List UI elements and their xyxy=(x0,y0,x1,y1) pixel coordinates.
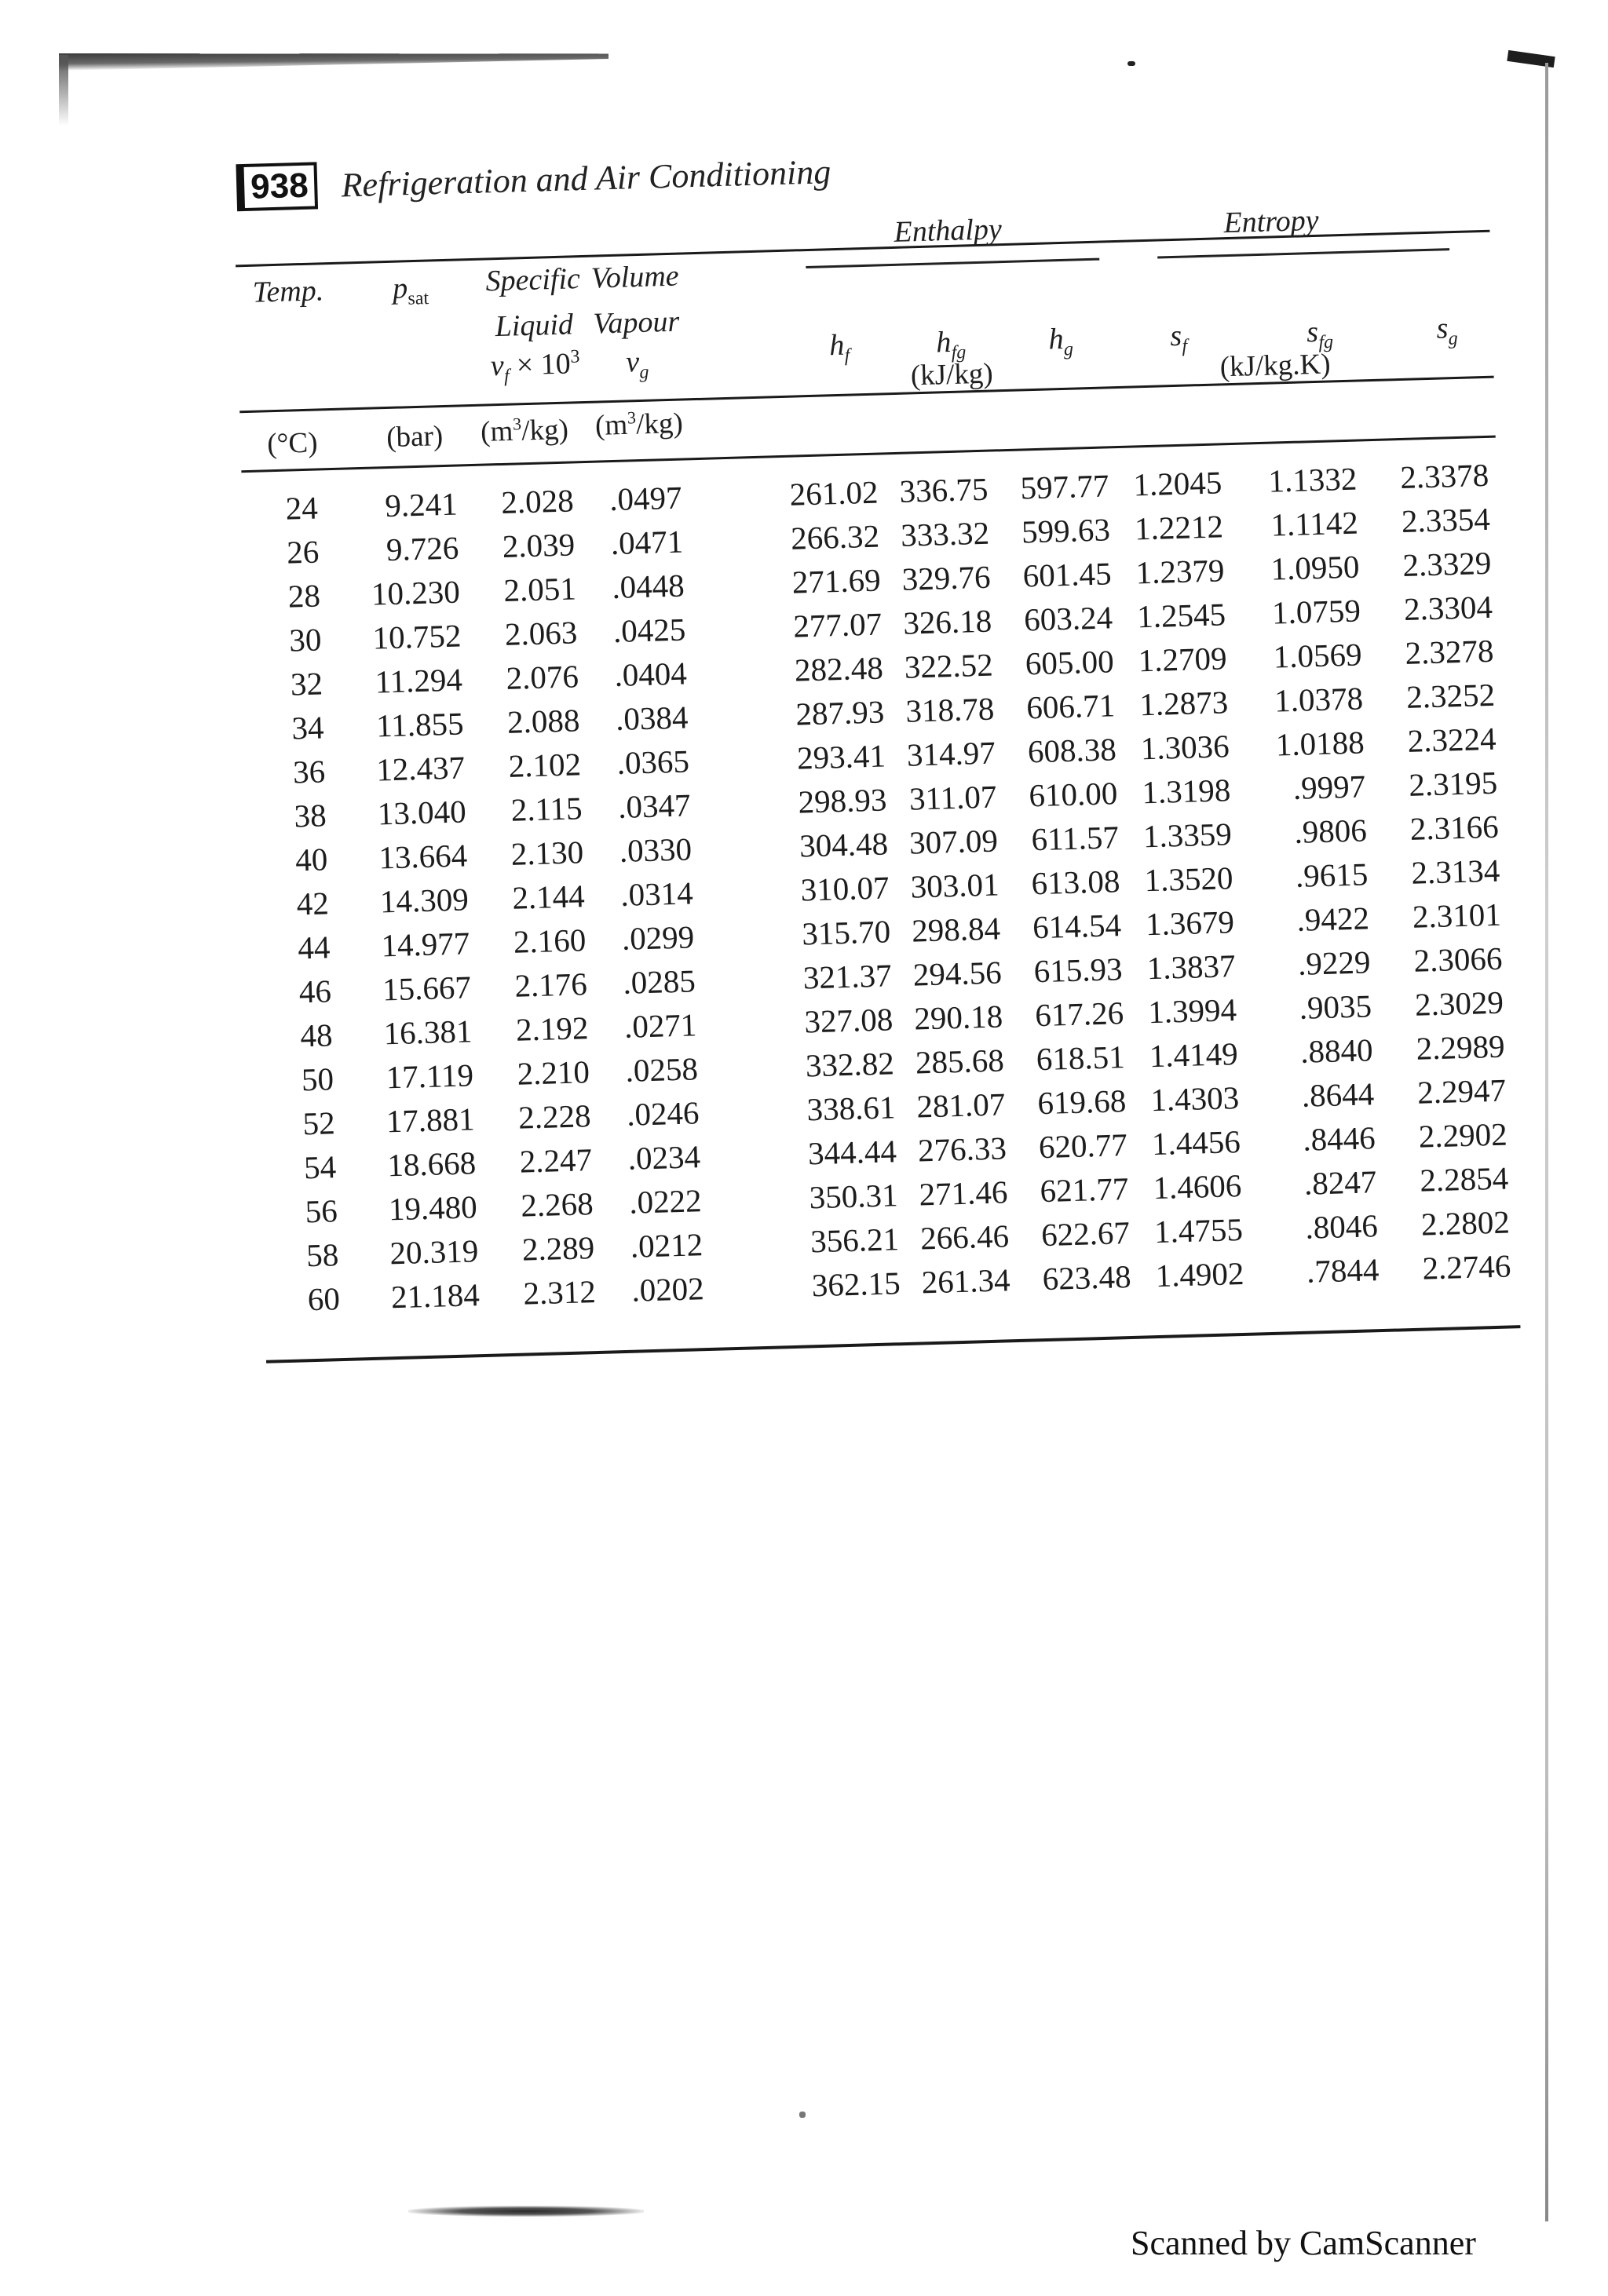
cell-hf: 266.32 xyxy=(790,517,880,557)
col-header-hf: $h_f$ xyxy=(828,328,850,367)
col-header-sfg: $s_{fg}$ xyxy=(1306,315,1334,353)
cell-vg: .0347 xyxy=(617,787,692,825)
cell-sf: 1.2379 xyxy=(1135,552,1226,591)
cell-hg: 618.51 xyxy=(1036,1038,1126,1078)
cell-sfg: .9615 xyxy=(1295,856,1369,894)
cell-hfg: 333.32 xyxy=(900,514,990,553)
cell-hf: 298.93 xyxy=(798,781,887,820)
cell-sg: 2.3378 xyxy=(1399,456,1489,496)
cell-vg: .0212 xyxy=(630,1226,704,1265)
cell-t: 48 xyxy=(299,1017,334,1054)
col-header-vapour: Vapour xyxy=(592,305,680,341)
cell-hg: 606.71 xyxy=(1025,687,1116,726)
cell-sfg: 1.0378 xyxy=(1274,680,1364,719)
cell-hfg: 314.97 xyxy=(906,734,996,773)
cell-p: 9.726 xyxy=(386,529,459,568)
cell-vg: .0246 xyxy=(626,1094,700,1133)
cell-hf: 327.08 xyxy=(803,1001,894,1040)
cell-vg: .0285 xyxy=(622,962,696,1001)
cell-sfg: .8446 xyxy=(1302,1119,1376,1158)
cell-t: 34 xyxy=(291,709,325,746)
cell-vg: .0471 xyxy=(610,523,684,562)
group-header-enthalpy: Enthalpy xyxy=(893,213,1003,249)
cell-sf: 1.2709 xyxy=(1138,640,1228,679)
cell-t: 52 xyxy=(302,1104,336,1142)
entropy-underline xyxy=(1157,248,1449,258)
cell-sg: 2.3252 xyxy=(1405,676,1496,715)
enthalpy-underline xyxy=(806,258,1099,268)
cell-sf: 1.2873 xyxy=(1138,684,1229,723)
cell-hfg: 336.75 xyxy=(899,470,989,509)
cell-hg: 613.08 xyxy=(1031,863,1121,902)
page-header xyxy=(236,148,831,211)
cell-sg: 2.3224 xyxy=(1407,720,1497,759)
cell-hf: 362.15 xyxy=(811,1265,901,1304)
group-header-entropy: Entropy xyxy=(1222,203,1320,240)
cell-sf: 1.3520 xyxy=(1143,860,1233,899)
cell-sfg: 1.1332 xyxy=(1267,460,1358,499)
col-header-liquid-symbol: $v_f \times 10^3$ xyxy=(490,346,580,387)
cell-p: 21.184 xyxy=(390,1276,481,1316)
cell-hf: 277.07 xyxy=(792,605,883,644)
cell-hfg: 326.18 xyxy=(902,602,992,641)
cell-t: 60 xyxy=(307,1280,341,1318)
cell-vf: 2.228 xyxy=(517,1097,592,1136)
cell-hfg: 298.84 xyxy=(911,910,1001,949)
cell-p: 13.664 xyxy=(378,837,468,876)
page-number: 938 xyxy=(236,162,318,211)
cell-t: 50 xyxy=(301,1060,334,1098)
cell-sfg: 1.0950 xyxy=(1270,548,1360,587)
cell-vg: .0365 xyxy=(616,743,690,782)
cell-p: 14.309 xyxy=(379,881,470,920)
cell-vg: .0448 xyxy=(611,567,685,606)
cell-hg: 603.24 xyxy=(1023,599,1113,638)
cell-sfg: .9035 xyxy=(1299,987,1372,1026)
cell-vg: .0425 xyxy=(612,611,686,650)
cell-vg: .0384 xyxy=(615,699,689,738)
cell-vf: 2.312 xyxy=(522,1273,597,1312)
cell-hg: 610.00 xyxy=(1028,775,1118,814)
cell-hg: 621.77 xyxy=(1039,1170,1129,1210)
cell-sfg: .9806 xyxy=(1293,812,1368,850)
cell-p: 10.230 xyxy=(371,573,461,612)
table-body xyxy=(242,453,1511,1318)
cell-sg: 2.3166 xyxy=(1409,808,1500,847)
cell-sfg: 1.0188 xyxy=(1275,724,1365,763)
cell-sf: 1.3679 xyxy=(1145,903,1235,943)
col-header-liquid: Liquid xyxy=(495,308,574,344)
cell-vf: 2.160 xyxy=(513,922,587,960)
cell-p: 13.040 xyxy=(377,793,467,832)
cell-t: 38 xyxy=(294,797,327,834)
col-header-specific: Specific xyxy=(485,262,581,298)
cell-vf: 2.176 xyxy=(513,965,588,1004)
cell-sg: 2.2947 xyxy=(1416,1071,1507,1111)
cell-hf: 261.02 xyxy=(789,473,879,513)
cell-sfg: .8840 xyxy=(1299,1031,1374,1070)
cell-hfg: 266.46 xyxy=(919,1217,1010,1257)
cell-hf: 356.21 xyxy=(809,1221,900,1260)
cell-sg: 2.3278 xyxy=(1405,632,1495,671)
cell-t: 44 xyxy=(297,929,331,966)
cell-hfg: 285.68 xyxy=(915,1042,1005,1081)
cell-t: 56 xyxy=(305,1192,338,1230)
cell-vf: 2.051 xyxy=(502,570,577,608)
cell-sfg: .8644 xyxy=(1301,1075,1375,1114)
unit-vapour-volume: $(m^3/kg)$ xyxy=(594,407,684,442)
cell-sf: 1.4456 xyxy=(1151,1123,1241,1163)
cell-p: 17.119 xyxy=(386,1057,474,1096)
cell-hfg: 281.07 xyxy=(915,1086,1006,1125)
col-header-psat: $p_{sat}$ xyxy=(392,272,429,309)
cell-sfg: 1.0569 xyxy=(1273,636,1363,675)
cell-sf: 1.3837 xyxy=(1146,947,1237,987)
cell-sg: 2.2746 xyxy=(1421,1247,1511,1287)
saturation-property-table xyxy=(235,202,1511,1318)
cell-hfg: 322.52 xyxy=(904,646,994,685)
cell-hg: 615.93 xyxy=(1033,951,1124,990)
cell-sf: 1.4755 xyxy=(1153,1210,1244,1250)
unit-psat: (bar) xyxy=(386,420,444,454)
unit-temp: (°C) xyxy=(266,426,319,461)
cell-vf: 2.115 xyxy=(510,790,583,828)
cell-vg: .0222 xyxy=(628,1182,703,1221)
cell-vf: 2.130 xyxy=(510,834,584,872)
cell-sg: 2.2989 xyxy=(1416,1028,1506,1067)
cell-sfg: .9422 xyxy=(1296,900,1370,938)
cell-vg: .0271 xyxy=(623,1006,697,1045)
cell-hf: 287.93 xyxy=(795,693,885,732)
cell-sfg: .9997 xyxy=(1292,768,1366,806)
table-bottom-rule xyxy=(266,1325,1520,1363)
unit-liquid-volume: $(m^3/kg)$ xyxy=(480,413,569,449)
cell-sf: 1.4149 xyxy=(1149,1035,1239,1075)
cell-p: 19.480 xyxy=(388,1188,478,1228)
cell-hfg: 261.34 xyxy=(921,1261,1011,1301)
cell-p: 9.241 xyxy=(384,485,459,524)
cell-t: 58 xyxy=(305,1236,339,1274)
cell-sg: 2.3354 xyxy=(1401,500,1491,539)
cell-vg: .0497 xyxy=(608,479,683,518)
cell-vf: 2.076 xyxy=(505,658,579,696)
cell-sg: 2.3066 xyxy=(1412,940,1503,979)
cell-sg: 2.3134 xyxy=(1410,852,1500,891)
cell-vf: 2.247 xyxy=(519,1141,593,1180)
cell-vf: 2.268 xyxy=(520,1185,594,1224)
cell-sf: 1.3036 xyxy=(1140,728,1230,767)
cell-sfg: .8247 xyxy=(1303,1163,1377,1202)
cell-t: 46 xyxy=(298,973,332,1010)
cell-vf: 2.063 xyxy=(504,614,578,652)
cell-hg: 617.26 xyxy=(1034,995,1124,1034)
cell-sg: 2.2902 xyxy=(1418,1115,1508,1155)
cell-vf: 2.039 xyxy=(502,526,576,564)
cell-sf: 1.3994 xyxy=(1147,991,1237,1031)
cell-t: 30 xyxy=(288,621,323,659)
cell-vg: .0234 xyxy=(627,1138,701,1177)
cell-p: 18.668 xyxy=(386,1144,477,1184)
cell-t: 32 xyxy=(290,665,323,703)
cell-hg: 619.68 xyxy=(1036,1082,1127,1122)
cell-vg: .0202 xyxy=(630,1270,705,1309)
cell-vg: .0330 xyxy=(619,830,693,869)
cell-sf: 1.2212 xyxy=(1134,508,1224,547)
cell-sg: 2.3101 xyxy=(1412,896,1502,935)
cell-hf: 310.07 xyxy=(800,869,890,908)
cell-sg: 2.3029 xyxy=(1414,984,1504,1023)
cell-hf: 338.61 xyxy=(806,1089,896,1128)
cell-vf: 2.289 xyxy=(521,1229,595,1268)
cell-hf: 271.69 xyxy=(791,561,882,600)
cell-hg: 622.67 xyxy=(1040,1214,1131,1254)
cell-p: 12.437 xyxy=(375,749,466,788)
cell-t: 36 xyxy=(292,753,326,790)
cell-sg: 2.2854 xyxy=(1419,1159,1509,1199)
col-header-volume: Volume xyxy=(590,259,680,295)
cell-p: 10.752 xyxy=(371,617,462,656)
cell-vf: 2.210 xyxy=(517,1053,590,1092)
cell-hg: 614.54 xyxy=(1032,907,1122,946)
cell-sfg: 1.0759 xyxy=(1271,592,1361,631)
cell-sf: 1.4303 xyxy=(1149,1079,1240,1119)
cell-hg: 599.63 xyxy=(1021,511,1111,550)
cell-vf: 2.028 xyxy=(500,482,575,520)
cell-p: 15.667 xyxy=(382,969,472,1008)
cell-hf: 282.48 xyxy=(794,649,884,688)
cell-hf: 350.31 xyxy=(809,1177,899,1216)
cell-vf: 2.088 xyxy=(506,702,581,740)
cell-hg: 611.57 xyxy=(1030,819,1120,858)
cell-hfg: 294.56 xyxy=(912,954,1003,993)
col-header-hg: $h_g$ xyxy=(1047,322,1074,360)
cell-p: 17.881 xyxy=(386,1101,476,1140)
cell-hf: 332.82 xyxy=(805,1045,895,1084)
cell-hg: 608.38 xyxy=(1027,731,1117,770)
cell-hfg: 318.78 xyxy=(904,690,995,729)
cell-hfg: 329.76 xyxy=(901,558,992,597)
cell-sfg: .9229 xyxy=(1297,944,1372,982)
cell-t: 26 xyxy=(286,533,320,571)
cell-sf: 1.3359 xyxy=(1142,816,1233,855)
cell-vg: .0299 xyxy=(621,918,695,957)
cell-hfg: 290.18 xyxy=(913,998,1003,1037)
cell-sf: 1.4606 xyxy=(1152,1167,1242,1206)
cell-sg: 2.3195 xyxy=(1408,764,1498,803)
cell-p: 11.855 xyxy=(375,705,465,744)
cell-hf: 321.37 xyxy=(802,957,893,996)
cell-hfg: 271.46 xyxy=(919,1174,1009,1213)
cell-hfg: 276.33 xyxy=(917,1130,1007,1169)
cell-sg: 2.3329 xyxy=(1402,544,1492,583)
cell-hg: 601.45 xyxy=(1022,555,1113,594)
col-header-sf: $s_f$ xyxy=(1169,319,1188,357)
cell-sfg: .8046 xyxy=(1304,1207,1379,1246)
cell-hf: 304.48 xyxy=(799,825,889,864)
col-header-temp: Temp. xyxy=(252,274,324,309)
cell-hg: 597.77 xyxy=(1019,467,1109,506)
cell-p: 14.977 xyxy=(380,925,470,964)
cell-p: 16.381 xyxy=(383,1013,473,1052)
cell-vf: 2.144 xyxy=(511,878,586,916)
cell-t: 42 xyxy=(296,885,330,922)
cell-sg: 2.3304 xyxy=(1403,588,1493,627)
cell-hg: 620.77 xyxy=(1038,1126,1128,1166)
cell-sfg: 1.1142 xyxy=(1270,504,1359,543)
cell-hf: 344.44 xyxy=(807,1133,897,1172)
cell-vg: .0404 xyxy=(613,655,688,694)
cell-vg: .0258 xyxy=(624,1050,699,1089)
cell-sf: 1.2045 xyxy=(1132,464,1222,503)
col-header-hfg: $h_{fg}$ xyxy=(935,325,967,363)
cell-t: 54 xyxy=(303,1148,337,1186)
cell-sg: 2.2802 xyxy=(1420,1203,1511,1243)
cell-vf: 2.102 xyxy=(508,746,582,784)
cell-hfg: 303.01 xyxy=(910,866,1000,905)
unit-enthalpy: (kJ/kg) xyxy=(910,357,994,392)
cell-sfg: .7844 xyxy=(1306,1251,1380,1290)
cell-vg: .0314 xyxy=(619,874,694,913)
cell-hf: 293.41 xyxy=(796,737,886,776)
cell-sf: 1.2545 xyxy=(1136,596,1226,635)
cell-p: 20.319 xyxy=(389,1232,479,1272)
cell-t: 24 xyxy=(285,489,319,527)
cell-sf: 1.3198 xyxy=(1141,772,1231,811)
cell-t: 40 xyxy=(294,841,328,878)
cell-hfg: 307.09 xyxy=(908,822,999,861)
scanner-watermark: Scanned by CamScanner xyxy=(1131,2224,1476,2262)
cell-hf: 315.70 xyxy=(801,913,891,952)
running-title: Refrigeration and Air Conditioning xyxy=(340,151,831,205)
cell-t: 28 xyxy=(287,577,321,615)
cell-hg: 623.48 xyxy=(1042,1258,1132,1298)
cell-hg: 605.00 xyxy=(1025,643,1115,682)
cell-p: 11.294 xyxy=(375,661,463,700)
cell-vf: 2.192 xyxy=(515,1009,589,1048)
col-header-vapour-symbol: $v_g$ xyxy=(625,345,649,383)
cell-hfg: 311.07 xyxy=(908,778,997,817)
col-header-sg: $s_g$ xyxy=(1435,312,1459,349)
unit-entropy: (kJ/kg.K) xyxy=(1219,348,1332,384)
cell-sf: 1.4902 xyxy=(1155,1254,1245,1294)
